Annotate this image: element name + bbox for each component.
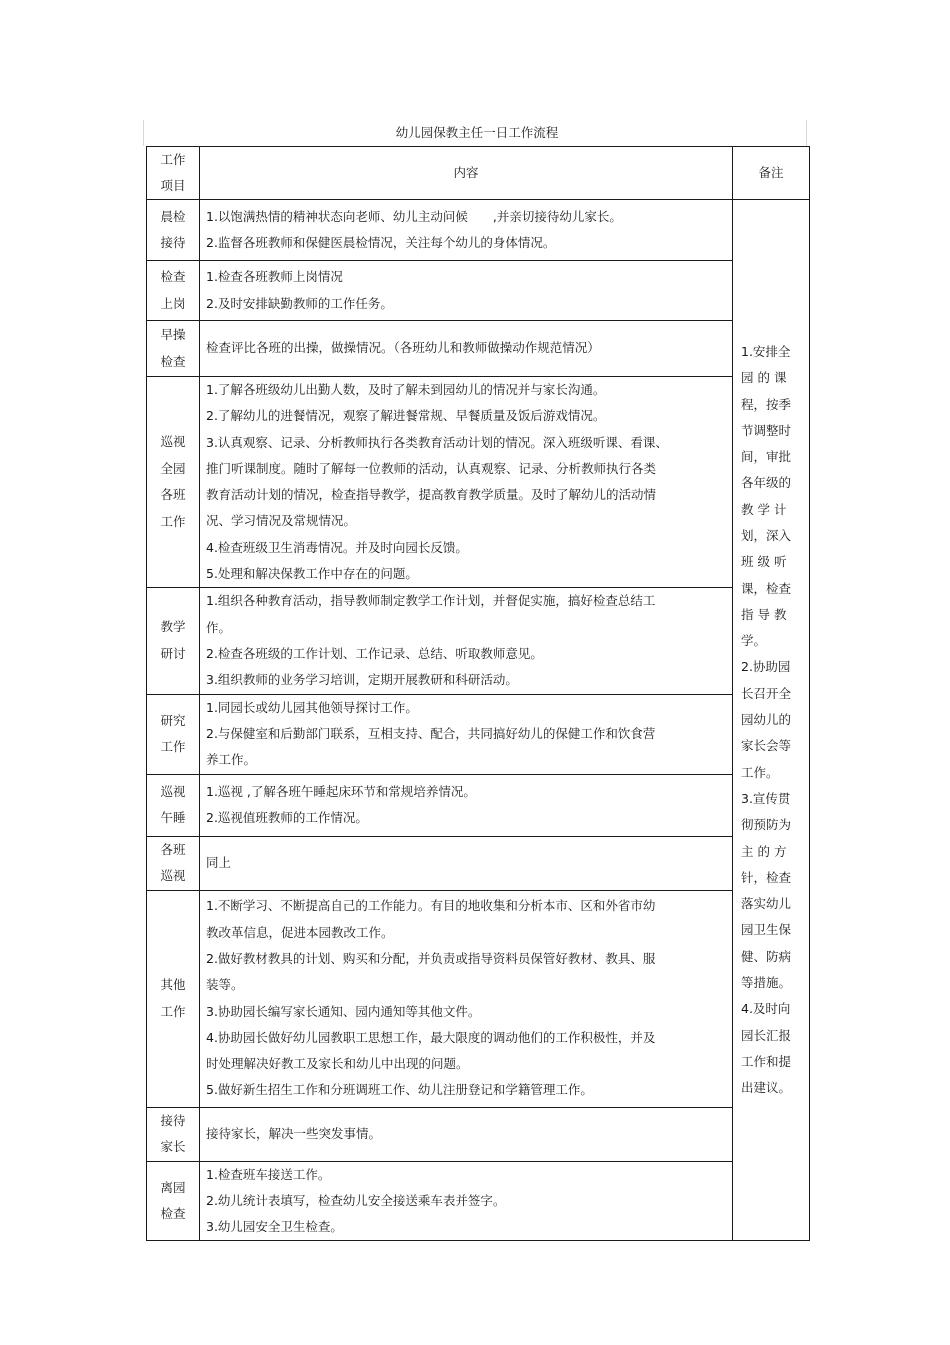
table-row: [147, 1107, 810, 1161]
content-line: 1.检查各班教师上岗情况: [206, 269, 343, 285]
note-line: 家长会等: [741, 738, 792, 754]
header-row: [147, 147, 810, 200]
item-label-line: 其他: [160, 977, 186, 993]
content-line: 接待家长，解决一些突发事情。: [206, 1125, 382, 1141]
content-line: 1.不断学习、不断提高自己的工作能力。有目的地收集和分析本市、区和外省市幼: [206, 898, 656, 914]
document-title: 幼儿园保教主任一日工作流程: [395, 125, 559, 140]
item-cell: [147, 200, 200, 261]
header-note: 备注: [733, 147, 810, 200]
note-line: 落实幼儿: [741, 896, 792, 912]
content-line: 1.巡视 ,了解各班午睡起床环节和常规培养情况。: [206, 783, 476, 799]
content-cell: [200, 588, 733, 694]
content-line: 1.以饱满热情的精神状态向老师、幼儿主动问候 ,并亲切接待幼儿家长。: [206, 208, 622, 224]
table-row: [147, 200, 810, 261]
note-line: 教 学 计: [741, 501, 787, 517]
note-line: 2.协助园: [741, 659, 791, 675]
note-line: 间，审批: [741, 449, 792, 465]
table-row: [147, 1161, 810, 1241]
content-line: 推门听课制度。随时了解每一位教师的活动，认真观察、记录、分析教师执行各类: [206, 460, 657, 476]
note-line: 彻预防为: [741, 817, 792, 833]
content-line: 2.与保健室和后勤部门联系，互相支持、配合，共同搞好幼儿的保健工作和饮食营: [206, 725, 656, 741]
content-line: 教育活动计划的情况，检查指导教学，提高教育教学质量。及时了解幼儿的活动情: [206, 487, 657, 503]
content-line: 1.组织各种教育活动，指导教师制定教学工作计划，并督促实施，搞好检查总结工: [206, 593, 656, 609]
note-line: 长召开全: [741, 685, 792, 701]
note-line: 指 导 教: [741, 606, 787, 622]
content-cell: [200, 1161, 733, 1241]
content-line: 装等。: [206, 977, 244, 993]
item-label-line: 检查: [160, 269, 186, 284]
note-line: 节调整时: [741, 422, 792, 438]
content-line: 2.幼儿统计表填写，检查幼儿安全接送乘车表并签字。: [206, 1192, 506, 1208]
note-line: 班 级 听: [741, 554, 787, 570]
item-cell: [147, 774, 200, 836]
note-line: 出建议。: [741, 1080, 792, 1096]
table-row: [147, 261, 810, 321]
header-item: [147, 147, 200, 200]
note-line: 学。: [741, 633, 767, 649]
item-label-line: 研究: [160, 712, 186, 728]
item-cell: [147, 261, 200, 321]
note-line: 主 的 方: [741, 843, 787, 859]
note-line: 各年级的: [741, 475, 792, 491]
item-label-line: 巡视: [160, 783, 186, 799]
content-line: 5.处理和解决保教工作中存在的问题。: [206, 566, 418, 582]
note-line: 园幼儿的: [741, 712, 792, 728]
item-label-line: 工作: [160, 1003, 186, 1019]
header-item-line: 工作: [160, 152, 186, 167]
content-line: 1.检查班车接送工作。: [206, 1166, 331, 1182]
item-cell: [147, 588, 200, 694]
content-line: 5.做好新生招生工作和分班调班工作、幼儿注册登记和学籍管理工作。: [206, 1082, 593, 1098]
item-label-line: 检查: [160, 353, 186, 369]
item-label-line: 各班: [160, 487, 186, 503]
note-line: 健、防病: [741, 948, 792, 964]
item-label-line: 离园: [160, 1179, 186, 1195]
content-line: 作。: [206, 619, 232, 635]
table-row: [147, 694, 810, 774]
note-cell: [733, 200, 810, 1241]
note-line: 1.安排全: [741, 343, 791, 359]
content-cell: [200, 377, 733, 588]
content-line: 2.监督各班教师和保健医晨检情况，关注每个幼儿的身体情况。: [206, 235, 556, 250]
note-line: 程，按季: [741, 396, 792, 412]
table-row: [147, 321, 810, 377]
item-label-line: 巡视: [160, 868, 186, 884]
item-label-line: 各班: [160, 841, 186, 857]
note-line: 等措施。: [741, 975, 792, 991]
content-line: 1.同园长或幼儿园其他领导探讨工作。: [206, 699, 418, 715]
note-line: 3.宣传贯: [741, 790, 791, 806]
content-line: 4.协助园长做好幼儿园教职工思想工作，最大限度的调动他们的工作积极性，并及: [206, 1029, 656, 1045]
item-label-line: 工作: [160, 513, 186, 529]
item-cell: [147, 836, 200, 890]
note-line: 园长汇报: [741, 1027, 792, 1043]
content-line: 3.认真观察、记录、分析教师执行各类教育活动计划的情况。深入班级听课、看课、: [206, 434, 668, 450]
content-line: 检查评比各班的出操，做操情况。（各班幼儿和教师做操动作规范情况）: [206, 340, 600, 356]
table-row: [147, 774, 810, 836]
content-line: 1.了解各班级幼儿出勤人数，及时了解未到园幼儿的情况并与家长沟通。: [206, 382, 606, 397]
item-label-line: 早操: [160, 327, 186, 342]
item-label-line: 巡视: [160, 434, 186, 450]
header-item-line: 项目: [160, 178, 186, 193]
item-label-line: 午睡: [160, 810, 186, 826]
item-label-line: 接待: [160, 1112, 186, 1128]
table-row: [147, 588, 810, 694]
table-row: [147, 377, 810, 588]
item-label-line: 家长: [160, 1139, 186, 1155]
item-label-line: 教学: [160, 619, 186, 635]
content-line: 2.做好教材教具的计划、购买和分配，并负责或指导资料员保管好教材、教具、服: [206, 950, 656, 966]
item-cell: [147, 694, 200, 774]
item-label-line: 全园: [160, 460, 186, 476]
note-line: 4.及时向: [741, 1001, 791, 1017]
note-line: 园卫生保: [741, 922, 792, 938]
note-line: 园 的 课: [741, 370, 787, 386]
item-label-line: 研讨: [160, 645, 186, 661]
table-row: [147, 836, 810, 890]
content-line: 况、学习情况及常规情况。: [206, 513, 357, 529]
table-row: [147, 890, 810, 1107]
content-cell: [200, 200, 733, 261]
item-cell: [147, 1107, 200, 1161]
item-label-line: 检查: [160, 1206, 186, 1221]
content-cell: [200, 321, 733, 377]
content-cell: [200, 1107, 733, 1161]
note-line: 课，检查: [741, 580, 792, 596]
note-line: 工作和提: [741, 1053, 792, 1069]
content-line: 3.幼儿园安全卫生检查。: [206, 1219, 343, 1235]
content-line: 2.巡视值班教师的工作情况。: [206, 810, 368, 826]
item-cell: [147, 890, 200, 1107]
item-cell: [147, 377, 200, 588]
page-edge-left: [143, 120, 144, 146]
content-line: 教改革信息，促进本园教改工作。: [206, 924, 394, 940]
content-line: 养工作。: [206, 752, 257, 768]
content-cell: [200, 890, 733, 1107]
note-line: 工作。: [741, 764, 779, 780]
content-cell: [200, 694, 733, 774]
content-line: 同上: [206, 854, 232, 870]
note-line: 针，检查: [741, 869, 792, 885]
item-label-line: 上岗: [160, 295, 186, 311]
item-label-line: 接待: [160, 235, 186, 250]
item-label-line: 工作: [160, 739, 186, 755]
content-line: 4.检查班级卫生消毒情况。并及时向园长反馈。: [206, 539, 468, 555]
content-line: 3.组织教师的业务学习培训，定期开展教研和科研活动。: [206, 672, 518, 688]
item-label-line: 晨检: [160, 208, 186, 224]
content-line: 2.了解幼儿的进餐情况，观察了解进餐常规、早餐质量及饭后游戏情况。: [206, 408, 606, 424]
content-cell: [200, 261, 733, 321]
item-cell: [147, 321, 200, 377]
workflow-table: [146, 146, 810, 1241]
content-line: 2.检查各班级的工作计划、工作记录、总结、听取教师意见。: [206, 645, 543, 661]
content-line: 3.协助园长编写家长通知、园内通知等其他文件。: [206, 1003, 481, 1019]
note-line: 划，深入: [741, 528, 792, 543]
content-line: 2.及时安排缺勤教师的工作任务。: [206, 295, 393, 311]
header-content: 内容: [200, 147, 733, 200]
content-line: 时处理解决好教工及家长和幼儿中出现的问题。: [206, 1056, 469, 1072]
content-cell: [200, 836, 733, 890]
item-cell: [147, 1161, 200, 1241]
content-cell: [200, 774, 733, 836]
